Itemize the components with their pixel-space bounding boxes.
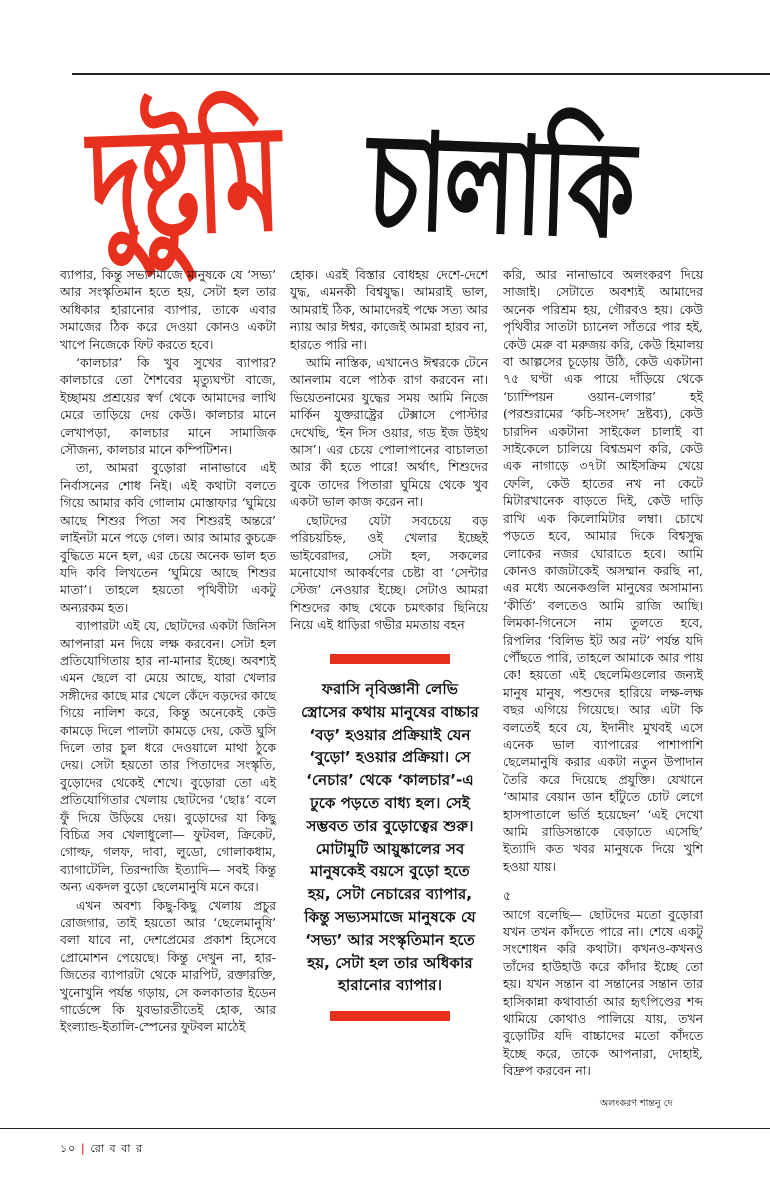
- top-rule: [72, 73, 770, 75]
- bottom-rule: [0, 1128, 770, 1129]
- paragraph: তা, আমরা বুড়োরা নানাভাবে এই নির্বাসনের শোধ নিই। এই কথাটা বলতে গিয়ে আমার কবি গোলাম মোস্তাফার ‘ঘুমিয়ে আছে শিশুর পিতা সব শিশুরই অন্তরে’ লাইনটা মনে পড়ে গেল। আর আমার কুচক্রে বুদ্ধিতে মনে হল, এর চেয়ে অনেক ভাল হত যদি কবি লিখতেন ‘ঘুমিয়ে আছে শিশুর মাতা’। তাহলে হয়তো পৃথিবীটা একটু অন্যরকম হত।: [60, 460, 276, 615]
- footer-separator: |: [80, 1142, 86, 1155]
- pull-quote-top-bar: [330, 654, 450, 664]
- paragraph: ব্যাপারটা এই যে, ছোটদের একটা জিনিস আপনারা মন দিয়ে লক্ষ করবেন। সেটা হল প্রতিযোগিতায় হার না-মানার ইচ্ছে। অবশ্যই এমন ছেলে বা মেয়ে আছে, যারা খেলার সঙ্গীদের কাছে মার খেলে কেঁদে বড়দের কাছে গিয়ে নালিশ করে, কিন্তু অনেকেই কেউ কামড়ে দিলে পালটা কামড়ে দেয়, কেউ ঘুসি দিলে তার চুল ধরে দেওয়ালে মাথা ঠুকে দেয়। সেটা হয়তো তার পিতাদের সংস্কৃতি, বুড়োদের থেকেই শেখে। বুড়োরা তো এই প্রতিযোগিতার খেলায় ছোটদের ‘ছোঃ’ বলে ফুঁ দিয়ে উড়িয়ে দেয়। বুড়োদের যা কিছু বিচিত্র সব খেলাধুলো— ফুটবল, ক্রিকেট, গোল্ফ, গলফ, দাবা, লুডো, গোলাকধাম, ব্যাগাটেলি, তিরন্দাজি ইত্যাদি— সবই কিন্তু অন্য একদল বুড়ো ছেলেমানুষি মনে করে।: [60, 618, 276, 895]
- page-footer: [60, 1140, 143, 1159]
- article-column-1: [60, 266, 276, 1036]
- headline-word-1: দুষ্টুমি: [85, 92, 281, 272]
- paragraph: এখন অবশ্য কিছু-কিছু খেলায় প্রচুর রোজগার, তাই হয়তো আর ‘ছেলেমানুষি’ বলা যাবে না, দেশপ্রেমের প্রকাশ হিসেবে প্রোমোশন পেয়েছে। কিন্তু দেখুন না, হার-জিতের ব্যাপারটা থেকে মারপিট, রক্তারক্তি, খুনোখুনি পর্যন্ত গড়ায়, সে কলকাতার ইডেন গার্ডেন্সে কি যুবভারতীতেই হোক, আর ইংল্যান্ড-ইতালি-স্পেনের ফুটবল মাঠেই: [60, 897, 276, 1035]
- paragraph: করি, আর নানাভাবে অলংকরণ দিয়ে সাজাই। সেটাতে অবশ্যই আমাদের অনেক পরিশ্রম হয়, গৌরবও হয়। কেউ পৃথিবীর সাতটা চ্যানেল সাঁতরে পার হই, কেউ মেরু বা মরুজয় করি, কেউ হিমালয় বা আল্পসের চূড়োয় উঠি, কেউ একটানা ৭৫ ঘণ্টা এক পায়ে দাঁড়িয়ে থেকে ‘চ্যাম্পিয়ন ওয়ান-লেগার’ হই (পরশুরামের ‘কচি-সংসদ’ দ্রষ্টব্য), কেউ চারদিন একটানা সাইকেল চালাই বা সাইকেলে চালিয়ে বিশ্বভ্রমণ করি, কেউ এক নাগাড়ে ৩৭টা আইসক্রিম খেয়ে ফেলি, কেউ হাতের নখ না কেটে মিটারখানেক বাড়তে দিই, কেউ দাড়ি রাখি এক কিলোমিটার লম্বা। চোখে পড়তে হবে, আমার দিকে বিশ্বসুদ্ধ লোকের নজর ঘোরাতে হবে। আমি কোনও কাজটাকেই অসম্মান করছি না, এর মধ্যে অনেকগুলি মানুষের অসামান্য ‘কীর্তি’ বলতেও আমি রাজি আছি। লিমকা-গিনেসে নাম তুলতে হবে, রিপলির ‘বিলিভ ইট অর নট’ পর্যন্ত যদি পৌঁছতে পারি, তাহলে আমাকে আর পায় কে! হয়তো এই ছেলেমিগুলোর জন্যই মানুষ মানুষ, পশুদের হারিয়ে লক্ষ-লক্ষ বছর এগিয়ে গিয়েছে। আর এটা কি বলতেই হবে যে, ইদানীং মুখবই এসে এনেক ভাল ব্যাপারের পাশাপাশি ছেলেমানুষি করার একটা নতুন উপাদান তৈরি করে দিয়েছে প্রযুক্তি। যেখানে ‘আমার বেয়ান ডান হাঁটুতে চোট লেগে হাসপাতালে ভর্তি হয়েছেন’ ‘এই দেখো আমি রাডিসন্তাকে বেড়াতে এসেছি’ ইত্যাদি কত খবর মানুষকে দিয়ে খুশি হওয়া যায়।: [503, 267, 703, 874]
- pull-quote: [298, 654, 482, 1021]
- paragraph: হোক। এরই বিস্তার বোধহয় দেশে-দেশে যুদ্ধ, এমনকী বিশ্বযুদ্ধ। আমরাই ভাল, আমরাই ঠিক, আমাদেরই পক্ষে সত্য আর ন্যায় আর ঈশ্বর, কাজেই আমরা হারব না, হারতে পারি না।: [290, 267, 488, 352]
- illustration-credit: অলংকরণ শান্তনু দে: [600, 1098, 673, 1109]
- paragraph: ‘কালচার’ কি খুব সুখের ব্যাপার? কালচারে তো শৈশবের মৃত্যুঘণ্টা বাজে, ইচ্ছাময় প্রশ্রয়ের স্বর্গ থেকে আমাদের লাথি মেরে তাড়িয়ে দেয় কেউ। কালচার মানে লেখাপড়া, কালচার মানে সামাজিক সৌজন্য, কালচার মানে কম্পিটিশন।: [60, 355, 276, 458]
- paragraph: আগে বলেছি— ছোটদের মতো বুড়োরা যখন তখন কাঁদতে পারে না। শেষে একটু সংশোধন করি কথাটা। কখনও-কখনও তাঁদের হাউহাউ করে কাঁদার ইচ্ছে তো হয়। যখন সন্তান বা সন্তানের সন্তান তার হাসিকান্না কথাবার্তা আর হৃৎপিণ্ডের শব্দ থামিয়ে কোথাও পালিয়ে যায়, তখন বুড়োটির যদি বাচ্চাদের মতো কাঁদতে ইচ্ছে করে, তাকে আপনারা, দোহাই, বিদ্রুপ করবেন না।: [503, 906, 703, 1079]
- section-number: ৫: [503, 888, 512, 904]
- headline-word-2: চালাকি: [364, 102, 635, 269]
- magazine-name: রো ব বা র: [90, 1142, 143, 1155]
- article-column-3: [503, 266, 703, 1080]
- page-number: ১০: [60, 1142, 77, 1155]
- paragraph: ছোটদের যেটা সবচেয়ে বড় পরিচয়চিহ্ন, ওই খেলার ইচ্ছেই ভাইবেরাদর, সেটা হল, সকলের মনোযোগ আকর্ষণের চেষ্টা বা ‘সেন্টার স্টেজ’ নেওয়ার ইচ্ছে। সেটাও আমরা শিশুদের কাছ থেকে চমৎকার ছিনিয়ে নিয়ে এই ধাড়িরা গভীর মমতায় বহন: [290, 512, 488, 633]
- headline: [80, 92, 700, 272]
- pull-quote-bottom-bar: [330, 1011, 450, 1021]
- paragraph: ব্যাপার, কিন্তু সভ্যসমাজে মানুষকে যে ‘সভ্য’ আর সংস্কৃতিমান হতে হয়, সেটা হল তার অধিকার হারানোর ব্যাপার, তাকে এবার সমাজের ঠিক করে দেওয়া কোনও একটা খাপে নিজেকে ফিট করতে হবে।: [60, 267, 276, 352]
- paragraph: আমি নাস্তিক, এখানেও ঈশ্বরকে টেনে আনলাম বলে পাঠক রাগ করবেন না। ভিয়েতনামের যুদ্ধের সময় আমি নিজে মার্কিন যুক্তরাষ্ট্রের টেক্সাসে পোস্টার দেখেছি, ‘ইন দিস ওয়ার, গড ইজ উইথ আস’। এর চেয়ে পোলাপানের বাচালতা আর কী হতে পারে! অর্থাৎ, শিশুদের বুকে তাদের পিতারা ঘুমিয়ে থেকে খুব একটা ভাল কাজ করেন না।: [290, 355, 488, 510]
- article-column-2: [290, 266, 488, 634]
- pull-quote-text: ফরাসি নৃবিজ্ঞানী লেভি স্ত্রোসের কথায় মানুষের বাচ্চার ‘বড়’ হওয়ার প্রক্রিয়াই যেন ‘বুড়ো’ হওয়ার প্রক্রিয়া। সে ‘নেচার’ থেকে ‘কালচার’-এ ঢুকে পড়তে বাধ্য হল। সেই সম্ভবত তার বুড়োত্বের শুরু। মোটামুটি আয়ুষ্কালের সব মানুষকেই বয়সে বুড়ো হতে হয়, সেটা নেচারের ব্যাপার, কিন্তু সভ্যসমাজে মানুষকে যে ‘সভ্য’ আর সংস্কৃতিমান হতে হয়, সেটা হল তার অধিকার হারানোর ব্যাপার।: [301, 680, 479, 995]
